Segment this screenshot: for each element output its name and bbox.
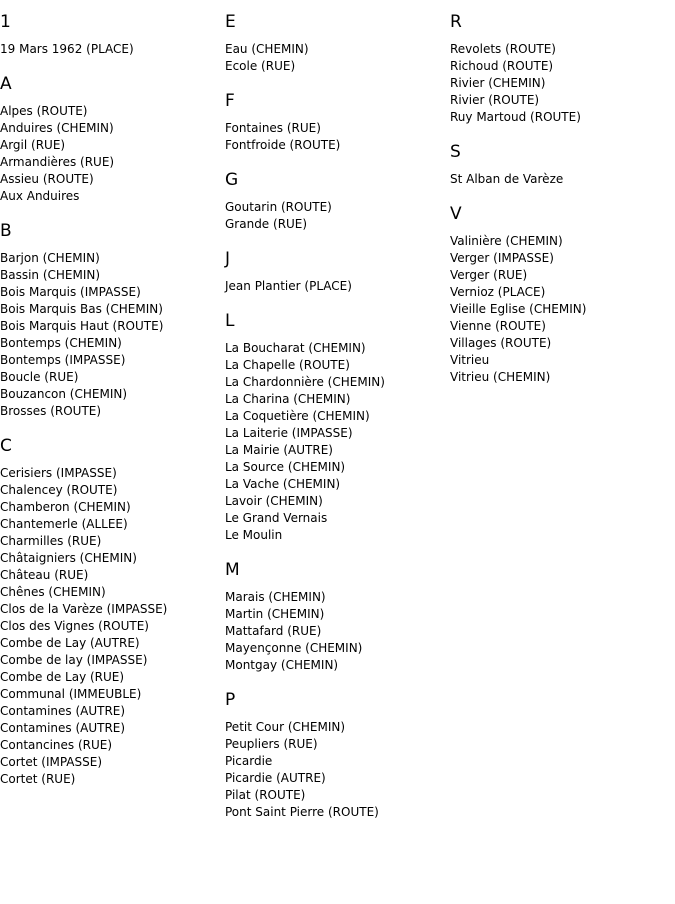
section-spacer xyxy=(450,188,674,203)
street-entry: St Alban de Varèze xyxy=(450,172,564,186)
street-entry: Mattafard (RUE) xyxy=(225,624,322,638)
section-letter-heading: E xyxy=(225,12,236,32)
street-entry: Clos des Vignes (ROUTE) xyxy=(0,619,149,633)
letter-section xyxy=(225,0,449,90)
section-spacer xyxy=(450,126,674,141)
street-entry: Pont Saint Pierre (ROUTE) xyxy=(225,805,379,819)
street-entry: Richoud (ROUTE) xyxy=(450,59,554,73)
street-entry: Cortet (IMPASSE) xyxy=(0,755,103,769)
section-spacer xyxy=(0,58,224,73)
letter-section xyxy=(0,435,224,803)
street-entry: Chamberon (CHEMIN) xyxy=(0,500,131,514)
street-entry: Clos de la Varèze (IMPASSE) xyxy=(0,602,168,616)
street-entry: Bontemps (CHEMIN) xyxy=(0,336,122,350)
street-entry: Vieille Eglise (CHEMIN) xyxy=(450,302,587,316)
letter-section xyxy=(0,73,224,220)
street-entry: Bassin (CHEMIN) xyxy=(0,268,101,282)
letter-section xyxy=(0,220,224,435)
street-entry: Combe de Lay (AUTRE) xyxy=(0,636,140,650)
street-entry: Châtaigniers (CHEMIN) xyxy=(0,551,137,565)
street-entry: 19 Mars 1962 (PLACE) xyxy=(0,42,134,56)
street-entry: Ruy Martoud (ROUTE) xyxy=(450,110,581,124)
street-list xyxy=(0,41,224,58)
street-list xyxy=(450,233,674,386)
street-entry: Chalencey (ROUTE) xyxy=(0,483,118,497)
street-list xyxy=(225,719,449,821)
street-entry: Bois Marquis (IMPASSE) xyxy=(0,285,141,299)
letter-section xyxy=(450,203,674,401)
street-entry: Cerisiers (IMPASSE) xyxy=(0,466,117,480)
street-entry: Peupliers (RUE) xyxy=(225,737,318,751)
street-entry: Bouzancon (CHEMIN) xyxy=(0,387,128,401)
section-letter-heading: M xyxy=(225,560,240,580)
street-entry: Bois Marquis Bas (CHEMIN) xyxy=(0,302,163,316)
section-letter-heading: 1 xyxy=(0,12,11,32)
street-entry: La Laiterie (IMPASSE) xyxy=(225,426,353,440)
letter-section xyxy=(225,559,449,689)
street-entry: Brosses (ROUTE) xyxy=(0,404,102,418)
street-entry: Jean Plantier (PLACE) xyxy=(225,279,352,293)
street-entry: La Coquetière (CHEMIN) xyxy=(225,409,370,423)
street-list xyxy=(225,589,449,674)
street-entry: Boucle (RUE) xyxy=(0,370,79,384)
section-letter-heading: L xyxy=(225,311,235,331)
street-entry: La Boucharat (CHEMIN) xyxy=(225,341,366,355)
street-entry: Picardie (AUTRE) xyxy=(225,771,326,785)
section-spacer xyxy=(0,420,224,435)
street-entry: Vernioz (PLACE) xyxy=(450,285,546,299)
section-letter-heading: A xyxy=(0,74,12,94)
street-entry: La Mairie (AUTRE) xyxy=(225,443,333,457)
section-letter-heading: G xyxy=(225,170,239,190)
section-letter-heading: C xyxy=(0,436,12,456)
street-entry: Revolets (ROUTE) xyxy=(450,42,556,56)
street-list xyxy=(450,171,674,188)
street-entry: Le Moulin xyxy=(225,528,283,542)
street-entry: Verger (IMPASSE) xyxy=(450,251,554,265)
street-entry: Communal (IMMEUBLE) xyxy=(0,687,142,701)
street-entry: Villages (ROUTE) xyxy=(450,336,552,350)
street-entry: Vitrieu xyxy=(450,353,490,367)
section-spacer xyxy=(225,821,449,836)
street-entry: Fontaines (RUE) xyxy=(225,121,321,135)
street-entry: Château (RUE) xyxy=(0,568,89,582)
street-list xyxy=(225,120,449,154)
street-entry: Montgay (CHEMIN) xyxy=(225,658,339,672)
street-entry: Verger (RUE) xyxy=(450,268,528,282)
street-list xyxy=(450,41,674,126)
street-list xyxy=(0,103,224,205)
street-entry: Assieu (ROUTE) xyxy=(0,172,94,186)
section-spacer xyxy=(225,154,449,169)
section-spacer xyxy=(0,788,224,803)
street-entry: Rivier (ROUTE) xyxy=(450,93,540,107)
street-entry: Pilat (ROUTE) xyxy=(225,788,306,802)
letter-section xyxy=(225,90,449,169)
street-entry: Contamines (AUTRE) xyxy=(0,721,126,735)
street-entry: Eau (CHEMIN) xyxy=(225,42,309,56)
section-spacer xyxy=(450,386,674,401)
street-list xyxy=(0,250,224,420)
street-entry: Aux Anduires xyxy=(0,189,80,203)
street-index-column-1 xyxy=(0,0,224,803)
street-entry: La Vache (CHEMIN) xyxy=(225,477,341,491)
letter-section xyxy=(450,141,674,203)
letter-section xyxy=(225,169,449,248)
street-list xyxy=(225,278,449,295)
street-entry: Petit Cour (CHEMIN) xyxy=(225,720,346,734)
street-entry: La Chardonnière (CHEMIN) xyxy=(225,375,385,389)
section-spacer xyxy=(0,205,224,220)
street-index-column-3 xyxy=(450,0,674,401)
street-entry: Le Grand Vernais xyxy=(225,511,328,525)
street-entry: Lavoir (CHEMIN) xyxy=(225,494,323,508)
street-entry: Bois Marquis Haut (ROUTE) xyxy=(0,319,164,333)
street-list xyxy=(225,340,449,544)
letter-section xyxy=(225,689,449,836)
street-entry: Bontemps (IMPASSE) xyxy=(0,353,126,367)
street-entry: Contancines (RUE) xyxy=(0,738,113,752)
street-entry: Anduires (CHEMIN) xyxy=(0,121,114,135)
section-letter-heading: S xyxy=(450,142,461,162)
street-entry: Combe de lay (IMPASSE) xyxy=(0,653,148,667)
street-entry: Vitrieu (CHEMIN) xyxy=(450,370,551,384)
street-entry: Rivier (CHEMIN) xyxy=(450,76,546,90)
letter-section xyxy=(225,310,449,559)
street-entry: La Chapelle (ROUTE) xyxy=(225,358,350,372)
section-spacer xyxy=(225,75,449,90)
section-letter-heading: B xyxy=(0,221,12,241)
street-entry: Armandières (RUE) xyxy=(0,155,115,169)
street-entry: Mayençonne (CHEMIN) xyxy=(225,641,363,655)
letter-section xyxy=(450,0,674,141)
street-entry: Marais (CHEMIN) xyxy=(225,590,326,604)
street-entry: Valinière (CHEMIN) xyxy=(450,234,563,248)
street-list xyxy=(0,465,224,788)
section-spacer xyxy=(225,295,449,310)
street-entry: Chênes (CHEMIN) xyxy=(0,585,106,599)
street-entry: Barjon (CHEMIN) xyxy=(0,251,100,265)
section-letter-heading: P xyxy=(225,690,236,710)
section-letter-heading: J xyxy=(225,249,231,269)
street-index-column-2 xyxy=(225,0,449,836)
section-letter-heading: F xyxy=(225,91,235,111)
street-entry: Picardie xyxy=(225,754,273,768)
street-entry: Chantemerle (ALLEE) xyxy=(0,517,128,531)
street-entry: Vienne (ROUTE) xyxy=(450,319,546,333)
street-entry: Ecole (RUE) xyxy=(225,59,296,73)
section-letter-heading: V xyxy=(450,204,462,224)
street-entry: Argil (RUE) xyxy=(0,138,66,152)
letter-section xyxy=(225,248,449,310)
street-entry: Alpes (ROUTE) xyxy=(0,104,88,118)
street-entry: Grande (RUE) xyxy=(225,217,308,231)
street-entry: Martin (CHEMIN) xyxy=(225,607,325,621)
street-entry: Goutarin (ROUTE) xyxy=(225,200,332,214)
section-spacer xyxy=(225,674,449,689)
street-entry: Fontfroide (ROUTE) xyxy=(225,138,341,152)
section-spacer xyxy=(225,233,449,248)
street-entry: Contamines (AUTRE) xyxy=(0,704,126,718)
street-entry: Charmilles (RUE) xyxy=(0,534,102,548)
street-entry: Combe de Lay (RUE) xyxy=(0,670,125,684)
section-spacer xyxy=(225,544,449,559)
letter-section xyxy=(0,0,224,73)
street-entry: La Source (CHEMIN) xyxy=(225,460,346,474)
street-list xyxy=(225,41,449,75)
street-entry: Cortet (RUE) xyxy=(0,772,76,786)
street-list xyxy=(225,199,449,233)
street-entry: La Charina (CHEMIN) xyxy=(225,392,351,406)
section-letter-heading: R xyxy=(450,12,462,32)
